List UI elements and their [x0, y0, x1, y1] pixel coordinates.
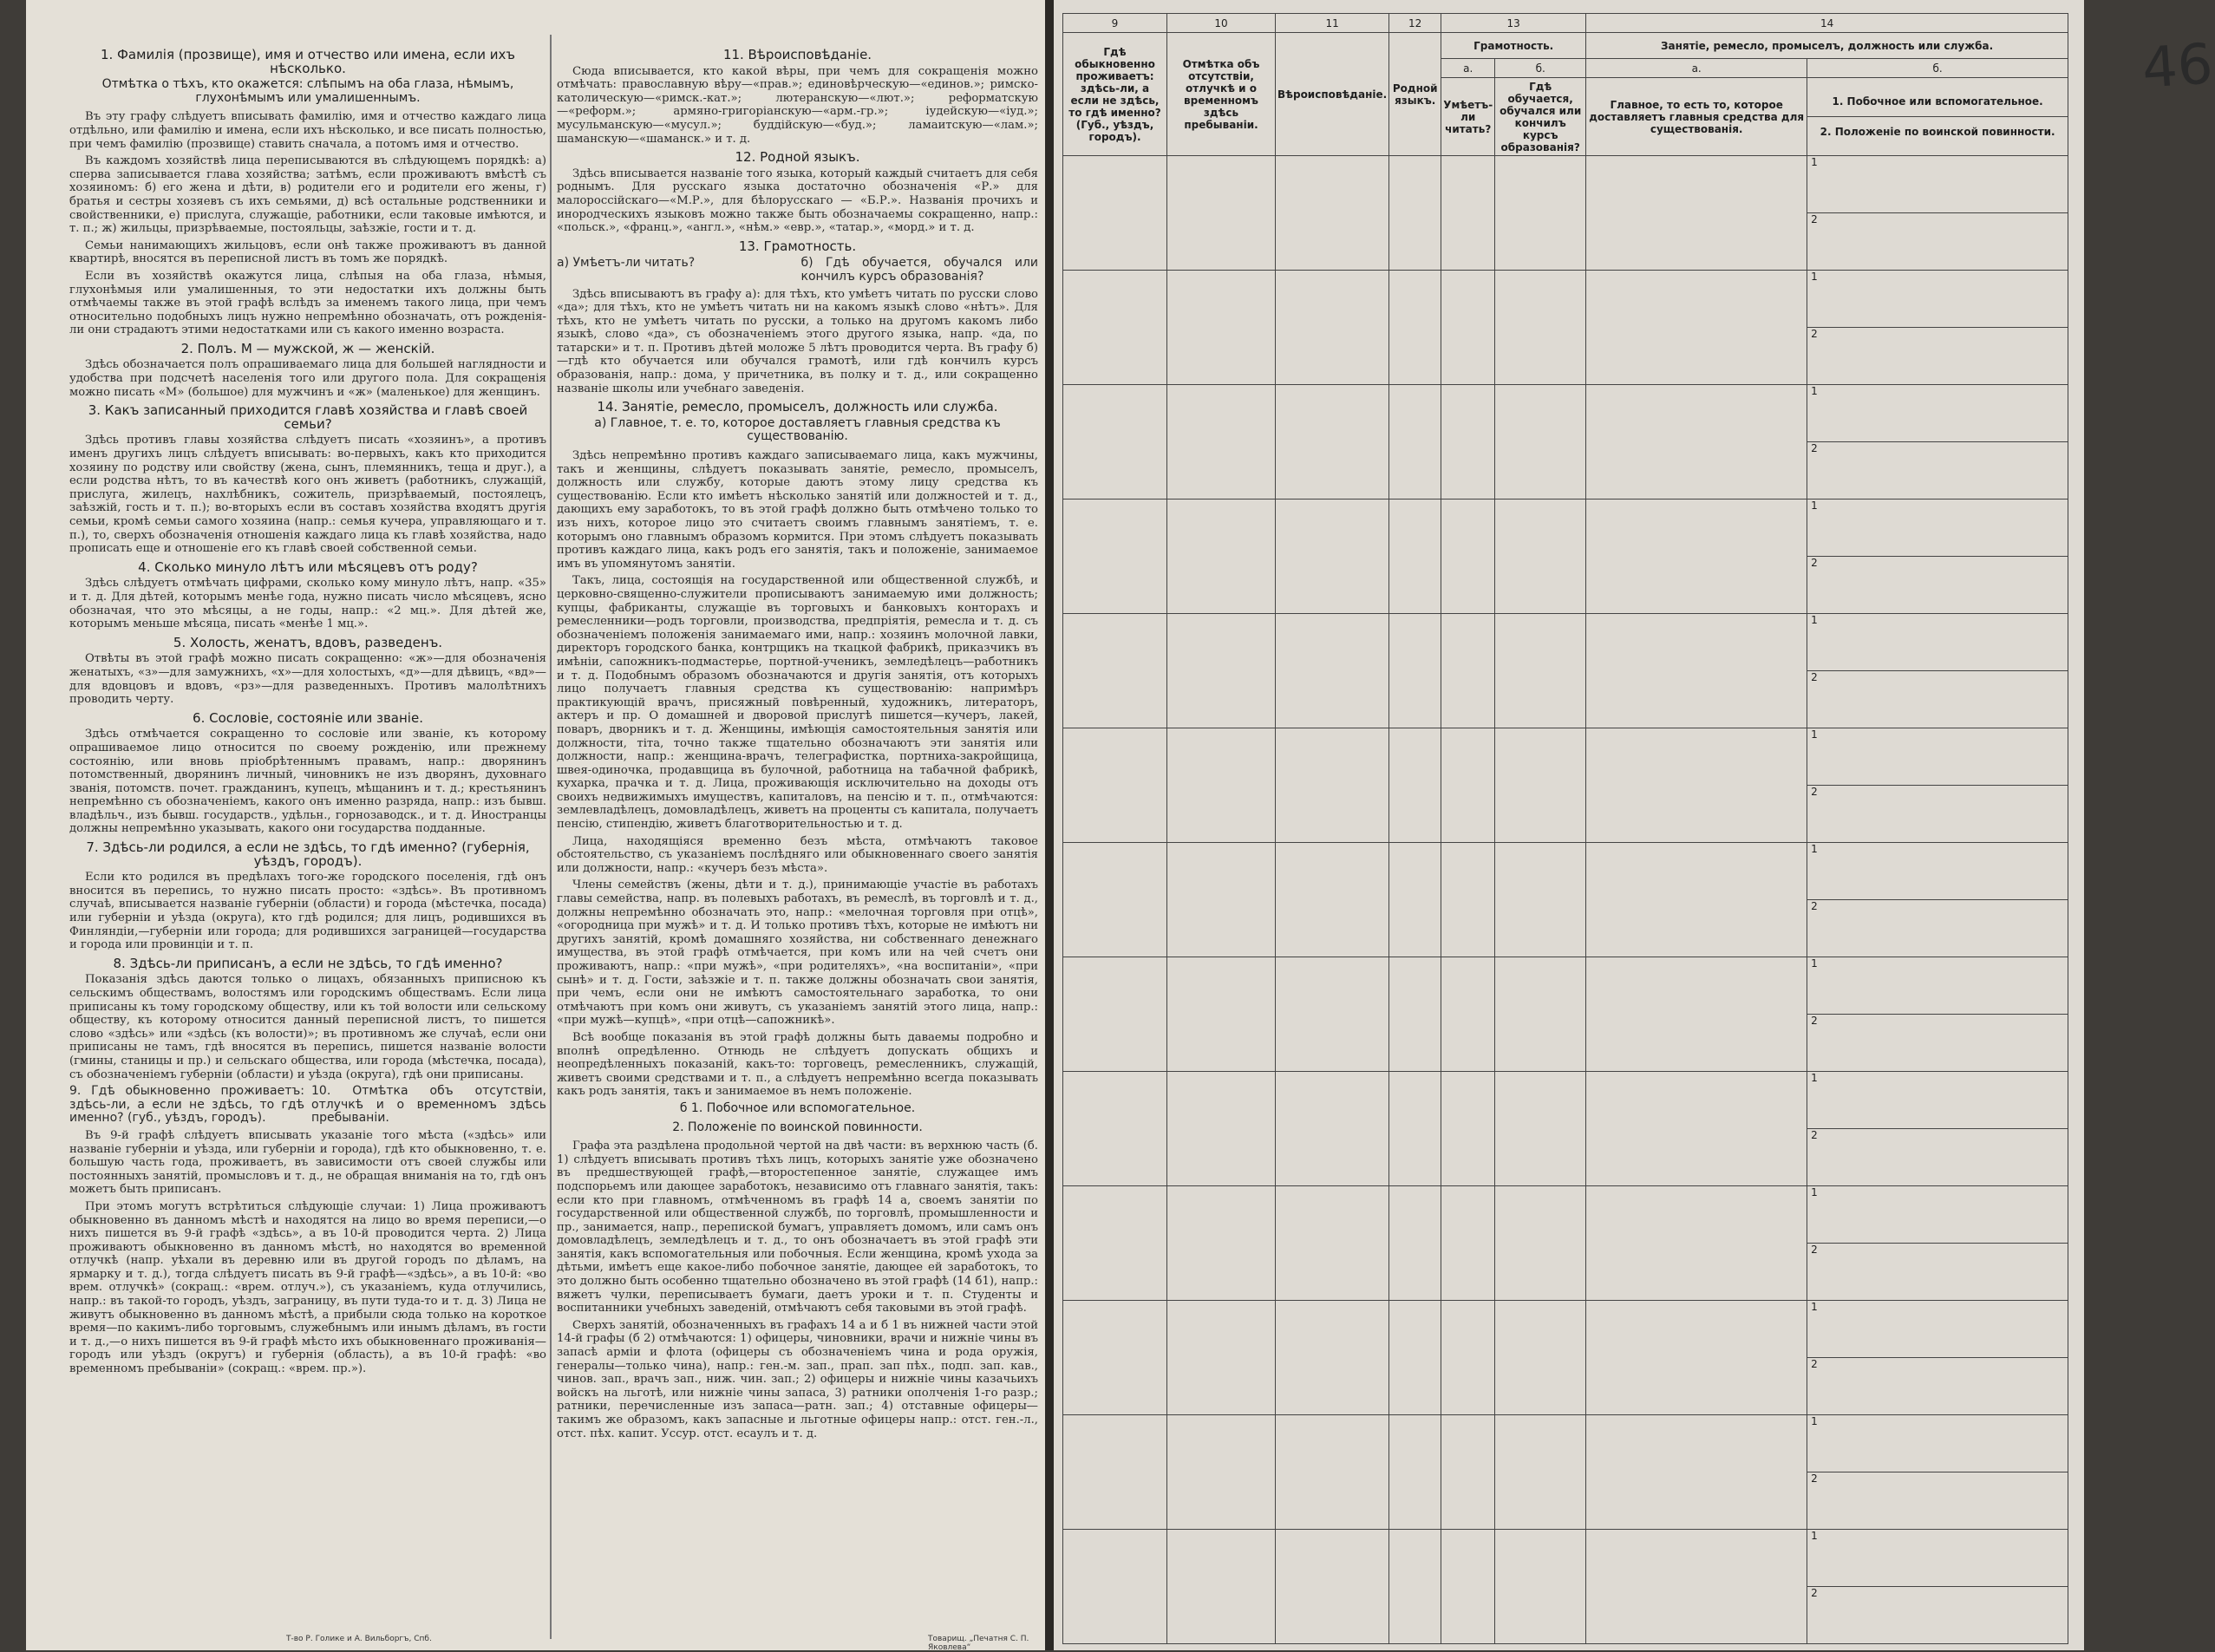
- row-mark-2: 2: [1811, 1587, 1818, 1599]
- section-14-paragraph: Здѣсь непремѣнно противъ каждаго записываемаго лица, какъ мужчины, такъ и женщины, слѣдуетъ показывать занятіе, ремесло, промыселъ, должность или службу, которые даютъ этому лицу средства къ существованію. Если кто имѣетъ нѣсколько занятій или должностей и т. д., дающихъ ему заработокъ, то въ этой графѣ должно быть отмѣчено только то изъ нихъ, которое лицо это считаетъ своимъ главнымъ занятіемъ, т. е. которымъ оно главнымъ образомъ кормится. При этомъ слѣдуетъ показывать противъ каждаго лица, какъ родъ его занятія, такъ и положеніе, занимаемое имъ въ упомянутомъ занятіи.: [557, 449, 1038, 571]
- column-divider: [550, 35, 552, 1639]
- form-entry-cell[interactable]: [1276, 1072, 1389, 1186]
- form-entry-cell[interactable]: [1586, 385, 1807, 500]
- col-number-13: 13: [1441, 14, 1586, 33]
- form-entry-cell[interactable]: [1167, 1186, 1276, 1301]
- form-entry-row: [1063, 156, 2068, 271]
- form-entry-row: [1063, 271, 2068, 385]
- row-mark-2: 2: [1811, 213, 1818, 225]
- section-6-paragraph: Здѣсь отмѣчается сокращенно то сословіе или званіе, къ которому опрашиваемое лицо относится по своему рожденію, или прежнему состоянію, или вновь пріобрѣтеннымъ правамъ, напр.: дворянинъ потомственный, дворянинъ личный, чиновникъ не изъ дворянъ, духовнаго званія, потомств. почет. гражданинъ, купецъ, мѣщанинъ и т. д.; крестьянинъ непремѣнно съ обозначеніемъ, какого онъ именно разряда, напр.: изъ бывш. владѣльч., изъ бывш. государств., удѣльн., горнозаводск., и т. д. Иностранцы должны непремѣнно указывать, какого они государства подданные.: [69, 728, 546, 836]
- form-entry-cell[interactable]: [1807, 156, 2068, 271]
- form-entry-cell[interactable]: [1389, 385, 1441, 500]
- header-col-13: Грамотность.: [1441, 33, 1586, 59]
- form-entry-cell[interactable]: [1276, 271, 1389, 385]
- form-entry-cell[interactable]: [1389, 156, 1441, 271]
- form-entry-cell[interactable]: [1807, 614, 2068, 728]
- section-9-paragraph: Въ 9-й графѣ слѣдуетъ вписывать указаніе того мѣста («здѣсь» или названіе губерніи и уѣзда, или губерніи и города), гдѣ кто обыкновенно, т. е. большую часть года, проживаетъ, въ зависимости отъ своей службы или постоянныхъ занятій, промысловъ и т. д., не обращая вниманія на то, гдѣ онъ можетъ быть приписанъ.: [69, 1128, 546, 1197]
- section-7-paragraph: Если кто родился въ предѣлахъ того-же городского поселенія, гдѣ онъ вносится въ перепись, то нужно писать просто: «здѣсь». Въ противномъ случаѣ, вписывается названіе губерніи (области) и города (мѣстечка, посада) или губерніи и уѣзда (округа), кто гдѣ родился; для лицъ, родившихся въ Финляндіи,—губерніи или города; для родившихся заграницей—государства и города или провинціи и т. п.: [69, 871, 546, 952]
- row-mark-1: 1: [1807, 1186, 2068, 1244]
- form-entry-cell[interactable]: [1586, 957, 1807, 1072]
- section-1-title: 1. Фамилія (прозвище), имя и отчество или имена, если ихъ нѣсколько.: [100, 47, 516, 76]
- form-entry-row: [1063, 500, 2068, 614]
- col-number-9: 9: [1063, 14, 1167, 33]
- form-entry-cell[interactable]: [1586, 271, 1807, 385]
- section-2-title: 2. Полъ. М — мужской, ж — женскій.: [180, 340, 435, 356]
- form-entry-cell[interactable]: [1167, 1415, 1276, 1530]
- form-entry-cell[interactable]: [1276, 1301, 1389, 1415]
- instructions-column-left: [69, 43, 546, 1380]
- form-entry-cell[interactable]: [1807, 1072, 2068, 1186]
- form-entry-cell[interactable]: [1276, 385, 1389, 500]
- form-entry-cell[interactable]: [1586, 1415, 1807, 1530]
- form-entry-cell[interactable]: [1807, 1186, 2068, 1301]
- col-number-10: 10: [1167, 14, 1276, 33]
- form-entry-cell[interactable]: [1495, 1186, 1586, 1301]
- form-entry-cell[interactable]: [1063, 385, 1167, 500]
- form-entry-cell[interactable]: [1389, 728, 1441, 843]
- section-1-paragraph: Въ эту графу слѣдуетъ вписывать фамилію, имя и отчество каждаго лица отдѣльно, или фамилію и имена, если ихъ нѣсколько, и все писать полностью, при чемъ фамилію (прозвище) ставить сначала, а потомъ имя и отчество.: [69, 110, 546, 151]
- row-mark-1: 1: [1807, 385, 2068, 442]
- header-col-14: Занятіе, ремесло, промыселъ, должность или служба.: [1586, 33, 2068, 59]
- section-5-paragraph: Отвѣты въ этой графѣ можно писать сокращенно: «ж»—для обозначенія женатыхъ, «з»—для замужнихъ, «х»—для холостыхъ, «д»—для дѣвицъ, «вд»—для вдовцовъ и вдовъ, «рз»—для разведенныхъ. Противъ малолѣтнихъ проводить черту.: [69, 652, 546, 707]
- form-entry-cell[interactable]: [1586, 1301, 1807, 1415]
- form-entry-cell[interactable]: [1389, 1186, 1441, 1301]
- row-mark-1: 1: [1807, 1072, 2068, 1129]
- section-14-paragraph: Такъ, лица, состоящія на государственной или общественной службѣ, и церковно-священно-служители прописываютъ занимаемую ими должность; купцы, фабриканты, служащіе въ торговыхъ и банковыхъ конторахъ и ремесленники—родъ торговли, производства, предпріятія, ремесла и т. д. съ обозначеніемъ положенія занимаемаго ими, напр.: хозяинъ молочной лавки, директоръ городского банка, контрщикъ на ткацкой фабрикѣ, приказчикъ въ имѣніи, сапожникъ-подмастерье, портной-ученикъ, земледѣлецъ—работникъ и т. д. Подобнымъ образомъ обозначаются и другія занятія, отъ которыхъ лицо получаетъ главныя средства къ существованію: напримѣръ практикующій врачъ, присяжный повѣренный, художникъ, литераторъ, актеръ и пр. О домашней и дворовой прислугѣ пишется—кучеръ, лакей, поваръ, дворникъ и т. д. Женщины, имѣющія самостоятельныя занятія или должности, тіта, точно также тщательно обозначаютъ эти занятія или должности, напр.: женщина-врачъ, телеграфистка, портниха-закройщица, швея-одиночка, продавщица въ булочной, работница на табачной фабрикѣ, кухарка, прачка и т. д. Лица, проживающія исключительно на доходы отъ своихъ недвижимыхъ имуществъ, капиталовъ, на пенсію и т. п., отмѣчаются: землевладѣлецъ, домовладѣлецъ, живетъ на проценты съ капитала, получаетъ пенсію, стипендію, живетъ благотворительностью и т. д.: [557, 574, 1038, 832]
- form-entry-cell[interactable]: [1495, 271, 1586, 385]
- form-entry-cell[interactable]: [1586, 728, 1807, 843]
- printer-imprint-right: Товарищ. „Печатня С. П. Яковлева“: [928, 1635, 1029, 1652]
- section-12-title: 12. Родной языкъ.: [735, 149, 860, 166]
- form-entry-row: [1063, 1072, 2068, 1186]
- header-col-9: Гдѣ обыкновенно проживаетъ: здѣсь-ли, а если не здѣсь, то гдѣ именно? (Губ., уѣздъ, городъ).: [1063, 33, 1167, 156]
- form-entry-cell[interactable]: [1276, 614, 1389, 728]
- row-mark-1: 1: [1807, 1415, 2068, 1472]
- form-entry-cell[interactable]: [1495, 500, 1586, 614]
- column-number-row: [1063, 14, 2068, 33]
- header-13a-letter: а.: [1441, 59, 1495, 78]
- section-14a-subtitle: а) Главное, т. е. то, которое доставляетъ главныя средства къ существованію.: [594, 415, 1001, 444]
- header-row-1: [1063, 33, 2068, 59]
- form-entry-cell[interactable]: [1495, 1415, 1586, 1530]
- row-mark-1: 1: [1807, 843, 2068, 900]
- section-14b2-title: 2. Положеніе по воинской повинности.: [672, 1120, 923, 1134]
- row-mark-1: 1: [1807, 1301, 2068, 1358]
- form-entry-row: [1063, 1301, 2068, 1415]
- section-14-paragraph: Лица, находящіяся временно безъ мѣста, отмѣчаютъ таковое обстоятельство, съ указаніемъ послѣдняго или обыкновеннаго своего занятія или должности, напр.: «кучеръ безъ мѣста».: [557, 834, 1038, 875]
- row-mark-1: 1: [1807, 614, 2068, 671]
- section-1-subtitle: Отмѣтка о тѣхъ, кто окажется: слѣпымъ на оба глаза, нѣмымъ, глухонѣмымъ или умалишеннымъ.: [101, 77, 514, 105]
- section-4-paragraph: Здѣсь слѣдуетъ отмѣчать цифрами, сколько кому минуло лѣтъ, напр. «35» и т. д. Для дѣтей, которымъ менѣе года, нужно писать число мѣсяцевъ, ясно обозначая, что это мѣсяцы, а не годы, напр.: «2 мц.». Для дѣтей же, которымъ меньше мѣсяца, писать «менѣе 1 мц.».: [69, 577, 546, 631]
- row-mark-2: 2: [1811, 557, 1818, 569]
- form-entry-cell[interactable]: [1495, 728, 1586, 843]
- row-mark-2: 2: [1811, 671, 1818, 683]
- row-mark-1: 1: [1807, 957, 2068, 1015]
- form-entry-cell[interactable]: [1495, 156, 1586, 271]
- form-entry-cell[interactable]: [1389, 957, 1441, 1072]
- instructions-sheet: [26, 0, 1045, 1650]
- form-entry-cell[interactable]: [1586, 843, 1807, 957]
- form-entry-cell[interactable]: [1276, 843, 1389, 957]
- header-14a-letter: а.: [1586, 59, 1807, 78]
- form-entry-row: [1063, 1415, 2068, 1530]
- form-entry-cell[interactable]: [1807, 271, 2068, 385]
- row-mark-1: 1: [1807, 271, 2068, 328]
- form-entry-cell[interactable]: [1441, 1530, 1495, 1644]
- row-mark-2: 2: [1811, 1129, 1818, 1141]
- form-entry-cell[interactable]: [1495, 385, 1586, 500]
- row-mark-1: 1: [1807, 1530, 2068, 1587]
- section-11-title: 11. Вѣроисповѣданіе.: [722, 47, 872, 62]
- form-entry-row: [1063, 385, 2068, 500]
- row-mark-2: 2: [1811, 900, 1818, 912]
- section-10-title: 10. Отмѣтка объ отсутствіи, отлучкѣ и о временномъ здѣсь пребываніи.: [311, 1084, 546, 1126]
- form-entry-cell[interactable]: [1063, 1530, 1167, 1644]
- form-entry-cell[interactable]: [1441, 843, 1495, 957]
- section-11-paragraph: Сюда вписывается, кто какой вѣры, при чемъ для сокращенія можно отмѣчать: православную вѣру—«прав.»; единовѣрческую—«единов.»; римско-католическую—«римск.-кат.»; лютеранскую—«лют.»; реформатскую—«реформ.»; армяно-григоріанскую—«арм.-гр.»; іудейскую—«іуд.»; мусульманскую—«мусул.»; буддійскую—«буд.»; ламаитскую—«лам.»; шаманскую—«шаманск.» и т. д.: [557, 64, 1038, 146]
- form-entry-cell[interactable]: [1167, 1530, 1276, 1644]
- form-entry-cell[interactable]: [1167, 1072, 1276, 1186]
- section-8-title: 8. Здѣсь-ли приписанъ, а если не здѣсь, то гдѣ именно?: [113, 955, 503, 971]
- form-entry-cell[interactable]: [1389, 1415, 1441, 1530]
- row-mark-1: 1: [1807, 728, 2068, 786]
- form-entry-row: [1063, 957, 2068, 1072]
- form-entry-row: [1063, 614, 2068, 728]
- row-mark-1: 1: [1807, 500, 2068, 557]
- header-14b1: 1. Побочное или вспомогательное.: [1807, 87, 2068, 117]
- book-gutter: [1045, 0, 1054, 1650]
- header-col-12: Родной языкъ.: [1389, 33, 1441, 156]
- section-14b1-title: б 1. Побочное или вспомогательное.: [679, 1100, 916, 1115]
- section-14-paragraph: Члены семействъ (жены, дѣти и т. д.), принимающіе участіе въ работахъ главы семейства, напр. въ полевыхъ работахъ, въ ремеслѣ, въ торговлѣ и т. д., должны непремѣнно обозначать это, напр.: «мелочная торговля при отцѣ», «огородница при мужѣ» и т. д. И только противъ тѣхъ, которые не имѣютъ ни другихъ занятій, кромѣ домашняго хозяйства, ни собственнаго денежнаго имущества, въ этой графѣ отмѣчается, при комъ или на чей счетъ они проживаютъ, напр.: «при мужѣ», «при родителяхъ», «на воспитаніи», «при сынѣ» и т. д. Гости, заѣзжіе и т. п. также должны обозначать свои занятія, при чемъ, если они не имѣютъ самостоятельнаго заработка, то они отмѣчаютъ при комъ они живутъ, съ указаніемъ занятій этого лица, напр.: «при мужѣ—купцѣ», «при отцѣ—сапожникѣ».: [557, 878, 1038, 1028]
- form-entry-cell[interactable]: [1586, 500, 1807, 614]
- form-entry-cell[interactable]: [1389, 843, 1441, 957]
- form-entry-cell[interactable]: [1063, 614, 1167, 728]
- form-entry-cell[interactable]: [1167, 614, 1276, 728]
- form-entry-cell[interactable]: [1586, 1186, 1807, 1301]
- form-entry-cell[interactable]: [1389, 1530, 1441, 1644]
- form-entry-cell[interactable]: [1495, 1530, 1586, 1644]
- form-entry-cell[interactable]: [1276, 957, 1389, 1072]
- form-entry-cell[interactable]: [1167, 156, 1276, 271]
- form-entry-cell[interactable]: [1276, 1530, 1389, 1644]
- form-entry-cell[interactable]: [1063, 1301, 1167, 1415]
- form-entry-cell[interactable]: [1063, 156, 1167, 271]
- section-1-paragraph: Семьи нанимающихъ жильцовъ, если онѣ также проживаютъ въ данной квартирѣ, вносятся въ переписной листъ въ томъ же порядкѣ.: [69, 238, 546, 266]
- form-entry-cell[interactable]: [1167, 385, 1276, 500]
- form-entry-cell[interactable]: [1495, 614, 1586, 728]
- form-entry-cell[interactable]: [1586, 1072, 1807, 1186]
- section-9-paragraph: При этомъ могутъ встрѣтиться слѣдующіе случаи: 1) Лица проживаютъ обыкновенно въ данномъ мѣстѣ и находятся на лицо во время переписи,—о нихъ пишется въ 9-й графѣ «здѣсь», а въ 10-й проводится черта. 2) Лица проживаютъ обыкновенно въ данномъ мѣстѣ, но находятся во временной отлучкѣ (напр. уѣхали въ деревню или въ другой городъ по дѣламъ, на ярмарку и т. д.), тогда слѣдуетъ писать въ 9-й графѣ—«здѣсь», а въ 10-й: «во врем. отлучкѣ» (сокращ.: «врем. отлуч.»), съ указаніемъ, куда отлучились, напр.: въ такой-то городъ, уѣздъ, заграницу, въ пути туда-то и т. д. 3) Лица не живутъ обыкновенно въ данномъ мѣстѣ, а прибыли сюда только на короткое время—по какимъ-либо торговымъ, служебнымъ или инымъ дѣламъ, въ гости и т. д.,—о нихъ пишется въ 9-й графѣ мѣсто ихъ обыкновеннаго проживанія—городъ или уѣздъ (округъ) и губернія (область), а въ 10-й графѣ: «во временномъ пребываніи» (сокращ.: «врем. пр.»).: [69, 1199, 546, 1376]
- form-entry-cell[interactable]: [1063, 957, 1167, 1072]
- section-9-title: 9. Гдѣ обыкновенно проживаетъ: здѣсь-ли, а если не здѣсь, то гдѣ именно? (губ., уѣздъ, городъ).: [69, 1084, 304, 1126]
- form-entry-cell[interactable]: [1276, 500, 1389, 614]
- form-entry-cell[interactable]: [1063, 1186, 1167, 1301]
- printer-imprint-left: Т-во Р. Голике и А. Вильборгъ, Спб.: [286, 1635, 432, 1643]
- section-1-paragraph: Если въ хозяйствѣ окажутся лица, слѣпыя на оба глаза, нѣмыя, глухонѣмыя или умалишенныя, то эти недостатки ихъ должны быть отмѣчаемы также въ этой графѣ вслѣдъ за именемъ такого лица, при чемъ относительно подобныхъ лицъ нужно непремѣнно обозначать, отъ рожденія-ли они страдаютъ этими недостатками или съ какого именно возраста.: [69, 269, 546, 337]
- form-entry-cell[interactable]: [1441, 156, 1495, 271]
- header-col-10: Отмѣтка объ отсутствіи, отлучкѣ и о временномъ здѣсь пребываніи.: [1167, 33, 1276, 156]
- row-mark-2: 2: [1811, 442, 1818, 454]
- section-12-paragraph: Здѣсь вписывается названіе того языка, который каждый считаетъ для себя роднымъ. Для русскаго языка достаточно обозначенія «Р.» для малороссійскаго—«М.Р.», для бѣлорусскаго — «Б.Р.». Названія прочихъ и инородческихъ языковъ можно также быть обозначаемы сокращенно, напр.: «польск.», «франц.», «англ.», «нѣм.» «евр.», «татар.», «морд.» и т. д.: [557, 167, 1038, 235]
- form-entry-cell[interactable]: [1495, 1301, 1586, 1415]
- header-14b: [1807, 78, 2068, 156]
- header-14b-letter: б.: [1807, 59, 2068, 78]
- form-entry-cell[interactable]: [1389, 1072, 1441, 1186]
- section-8-paragraph: Показанія здѣсь даются только о лицахъ, обязанныхъ приписною къ сельскимъ обществамъ, волостямъ или городскимъ обществамъ. Если лица приписаны къ тому городскому обществу, или къ той волости или сельскому обществу, къ которому относится данный переписной листъ, то пишется слово «здѣсь» или «здѣсь (къ волости)»; въ противномъ же случаѣ, если они приписаны не тамъ, гдѣ вносятся въ перепись, пишется названіе волости (гмины, станицы и пр.) и сельскаго общества, или города (мѣстечка, посада), съ обозначеніемъ губерніи (области) и уѣзда (округа), гдѣ они приписаны.: [69, 973, 546, 1081]
- section-13-title: 13. Грамотность.: [738, 238, 857, 254]
- form-entry-cell[interactable]: [1276, 728, 1389, 843]
- section-14-paragraph: Всѣ вообще показанія въ этой графѣ должны быть даваемы подробно и вполнѣ опредѣленно. Отнюдь не слѣдуетъ допускать общихъ и неопредѣленныхъ показаній, какъ-то: торговецъ, ремесленникъ, служащій, живетъ своими средствами и т. п., а слѣдуетъ непремѣнно всегда показывать какъ родъ занятія, такъ и занимаемое въ немъ положеніе.: [557, 1030, 1038, 1099]
- form-entry-cell[interactable]: [1441, 1415, 1495, 1530]
- section-3-title: 3. Какъ записанный приходится главѣ хозяйства и главѣ своей семьи?: [88, 402, 528, 432]
- form-entry-cell[interactable]: [1276, 1186, 1389, 1301]
- section-6-title: 6. Сословіе, состояніе или званіе.: [193, 709, 423, 726]
- section-1-paragraph: Въ каждомъ хозяйствѣ лица переписываются въ слѣдующемъ порядкѣ: а) сперва записывается глава хозяйства; затѣмъ, если проживаютъ вмѣстѣ съ хозяиномъ: б) его жена и дѣти, в) родители его и родители его жены, г) братья и сестры хозяевъ съ ихъ семьями, д) всѣ остальные родственники и свойственники, е) прислуга, служащіе, работники, если таковые имѣются, и т. п.; ж) жильцы, призрѣваемые, постояльцы, заѣзжіе, гости и т. д.: [69, 154, 546, 236]
- form-entry-cell[interactable]: [1167, 500, 1276, 614]
- form-entry-cell[interactable]: [1807, 843, 2068, 957]
- form-entry-row: [1063, 1186, 2068, 1301]
- form-entry-cell[interactable]: [1063, 500, 1167, 614]
- header-13b-letter: б.: [1495, 59, 1586, 78]
- row-mark-2: 2: [1811, 1244, 1818, 1256]
- form-entry-cell[interactable]: [1807, 385, 2068, 500]
- row-mark-2: 2: [1811, 1472, 1818, 1485]
- form-entry-cell[interactable]: [1441, 385, 1495, 500]
- form-entry-row: [1063, 1530, 2068, 1644]
- form-entry-cell[interactable]: [1441, 1072, 1495, 1186]
- form-entry-row: [1063, 843, 2068, 957]
- form-entry-cell[interactable]: [1807, 1415, 2068, 1530]
- form-entry-cell[interactable]: [1441, 728, 1495, 843]
- header-14b2: 2. Положеніе по воинской повинности.: [1820, 126, 2055, 138]
- form-entry-cell[interactable]: [1167, 1301, 1276, 1415]
- row-mark-2: 2: [1811, 1015, 1818, 1027]
- section-13b-label: б) Гдѣ обучается, обучался или кончилъ курсъ образованія?: [800, 256, 1038, 284]
- form-entry-cell[interactable]: [1586, 156, 1807, 271]
- census-form-table: [1062, 13, 2068, 1644]
- section-14b-paragraph: Графа эта раздѣлена продольной чертой на двѣ части: въ верхнюю часть (б. 1) слѣдуетъ вписывать противъ тѣхъ лицъ, которыхъ занятіе уже обозначено въ предшествующей графѣ,—второстепенное занятіе, служащее имъ подспорьемъ или дающее заработокъ, независимо отъ главнаго занятія, такъ: если кто при главномъ, отмѣченномъ въ графѣ 14 а, своемъ занятіи по государственной или общественной службѣ, по торговлѣ, промышленности и пр., занимается, напр., перепиской бумагъ, управляетъ домомъ, или самъ онъ домовладѣлецъ, земледѣлецъ и т. д., то онъ обозначаетъ въ этой графѣ эти занятія, какъ вспомогательныя или побочныя. Если женщина, кромѣ ухода за дѣтьми, имѣетъ еще какое-либо побочное занятіе, дающее ей заработокъ, то это должно быть особенно тщательно обозначено въ этой графѣ (14 б1), напр.: вяжетъ чулки, переписываетъ бумаги, даетъ уроки и т. п. Студенты и воспитанники учебныхъ заведеній, отмѣчаютъ себя таковыми въ этой графѣ.: [557, 1139, 1038, 1316]
- instructions-column-right: [557, 43, 1038, 1444]
- row-mark-1: 1: [1807, 156, 2068, 213]
- col-number-12: 12: [1389, 14, 1441, 33]
- form-entry-cell[interactable]: [1167, 271, 1276, 385]
- form-entry-cell[interactable]: [1807, 728, 2068, 843]
- col-number-11: 11: [1276, 14, 1389, 33]
- form-entry-cell[interactable]: [1586, 1530, 1807, 1644]
- form-entry-cell[interactable]: [1167, 843, 1276, 957]
- row-mark-2: 2: [1811, 328, 1818, 340]
- header-col-11: Вѣроисповѣданіе.: [1276, 33, 1389, 156]
- form-entry-cell[interactable]: [1063, 728, 1167, 843]
- form-entry-cell[interactable]: [1063, 271, 1167, 385]
- section-2-paragraph: Здѣсь обозначается полъ опрашиваемаго лица для большей наглядности и удобства при подсчетѣ населенія того или другого пола. Для сокращенія можно писать «М» (большое) для мужчинъ и «ж» (маленькое) для женщинъ.: [69, 358, 546, 399]
- form-entry-cell[interactable]: [1063, 1072, 1167, 1186]
- form-entry-cell[interactable]: [1807, 957, 2068, 1072]
- row-mark-2: 2: [1811, 786, 1818, 798]
- form-entry-cell[interactable]: [1276, 156, 1389, 271]
- header-13b: Гдѣ обучается, обучался или кончилъ курсъ образованія?: [1495, 78, 1586, 156]
- section-3-paragraph: Здѣсь противъ главы хозяйства слѣдуетъ писать «хозяинъ», а противъ именъ другихъ лицъ слѣдуетъ вписывать: во-первыхъ, какъ кто приходится хозяину по родству или свойству (жена, сынъ, племянникъ, теща и друг.), а если родства нѣтъ, то въ качествѣ кого онъ живетъ (работникъ, служащій, прислуга, жилецъ, нахлѣбникъ, сожитель, призрѣваемый, постоялецъ, заѣзжій, гость и т. п.); во-вторыхъ если въ составъ хозяйства входятъ другія семьи, кромѣ семьи самого хозяина (напр.: семья кучера, управляющаго и т. п.), то, сверхъ обозначенія отношенія каждаго лица къ главѣ хозяйства, надо прописать еще и отношеніе его къ главѣ своей собственной семьи.: [69, 434, 546, 556]
- form-entry-cell[interactable]: [1495, 1072, 1586, 1186]
- form-entry-cell[interactable]: [1441, 957, 1495, 1072]
- row-mark-2: 2: [1811, 1358, 1818, 1370]
- form-entry-rows: [1063, 156, 2068, 1644]
- form-entry-cell[interactable]: [1495, 957, 1586, 1072]
- form-entry-cell[interactable]: [1389, 500, 1441, 614]
- section-14b-paragraph: Сверхъ занятій, обозначенныхъ въ графахъ 14 а и б 1 въ нижней части этой 14-й графы (б 2) отмѣчаются: 1) офицеры, чиновники, врачи и нижніе чины въ запасѣ арміи и флота (офицеры съ обозначеніемъ чина и рода оружія, генералы—только чина), напр.: ген.-м. зап., прап. зап пѣх., подп. зап. кав., чинов. зап., врачъ зап., ниж. чин. зап.; 2) офицеры и нижніе чины казачьихъ войскъ на льготѣ, или нижніе чины запаса, 3) ратники ополченія 1-го разр.; ратники, перечисленные изъ запаса—ратн. зап.; 4) отставные офицеры—такимъ же образомъ, какъ запасные и льготные офицеры напр.: отст. ген.-л., отст. пѣх. капит. Уссур. отст. есаулъ и т. д.: [557, 1318, 1038, 1440]
- form-entry-cell[interactable]: [1441, 1301, 1495, 1415]
- section-13-paragraph: Здѣсь вписываютъ въ графу а): для тѣхъ, кто умѣетъ читать по русски слово «да»; для тѣхъ, кто не умѣетъ читать ни на какомъ языкѣ слово «нѣтъ». Для тѣхъ, кто не умѣетъ читать по русски, а только на другомъ какомъ либо языкѣ, слово «да», съ обозначеніемъ этого другого языка, напр. «да, по татарски» и т. п. Противъ дѣтей моложе 5 лѣтъ проводится черта. Въ графу б)—гдѣ кто обучается или обучался грамотѣ, или гдѣ кончилъ курсъ образованія, напр.: дома, у причетника, въ полку и т. д., или сокращенно названіе школы или учебнаго заведенія.: [557, 287, 1038, 395]
- form-entry-row: [1063, 728, 2068, 843]
- form-entry-cell[interactable]: [1807, 1301, 2068, 1415]
- header-13a: Умѣетъ-ли читать?: [1441, 78, 1495, 156]
- form-entry-cell[interactable]: [1063, 1415, 1167, 1530]
- form-entry-cell[interactable]: [1389, 1301, 1441, 1415]
- section-13a-label: а) Умѣетъ-ли читать?: [557, 256, 696, 271]
- col-number-14: 14: [1586, 14, 2068, 33]
- form-entry-cell[interactable]: [1495, 843, 1586, 957]
- form-entry-cell[interactable]: [1389, 271, 1441, 385]
- form-entry-cell[interactable]: [1441, 614, 1495, 728]
- handwritten-page-number: 46: [2140, 32, 2215, 101]
- form-entry-cell[interactable]: [1063, 843, 1167, 957]
- form-entry-cell[interactable]: [1807, 1530, 2068, 1644]
- form-entry-cell[interactable]: [1441, 271, 1495, 385]
- form-entry-cell[interactable]: [1167, 728, 1276, 843]
- section-9-10-titles: [69, 1085, 546, 1126]
- form-entry-cell[interactable]: [1276, 1415, 1389, 1530]
- section-14-title: 14. Занятіе, ремесло, промыселъ, должность или служба.: [597, 399, 998, 415]
- section-7-title: 7. Здѣсь-ли родился, а если не здѣсь, то гдѣ именно? (губернія, уѣздъ, городъ).: [86, 839, 530, 869]
- form-entry-cell[interactable]: [1167, 957, 1276, 1072]
- form-entry-cell[interactable]: [1441, 1186, 1495, 1301]
- census-form-sheet: [1054, 0, 2215, 1650]
- section-13-subheads: [557, 257, 1038, 284]
- form-entry-cell[interactable]: [1586, 614, 1807, 728]
- header-14a: Главное, то есть то, которое доставляетъ главныя средства для существованія.: [1586, 78, 1807, 156]
- form-entry-cell[interactable]: [1441, 500, 1495, 614]
- form-entry-cell[interactable]: [1389, 614, 1441, 728]
- section-4-title: 4. Сколько минуло лѣтъ или мѣсяцевъ отъ роду?: [138, 558, 478, 575]
- section-5-title: 5. Холость, женатъ, вдовъ, разведенъ.: [173, 634, 443, 650]
- form-entry-cell[interactable]: [1807, 500, 2068, 614]
